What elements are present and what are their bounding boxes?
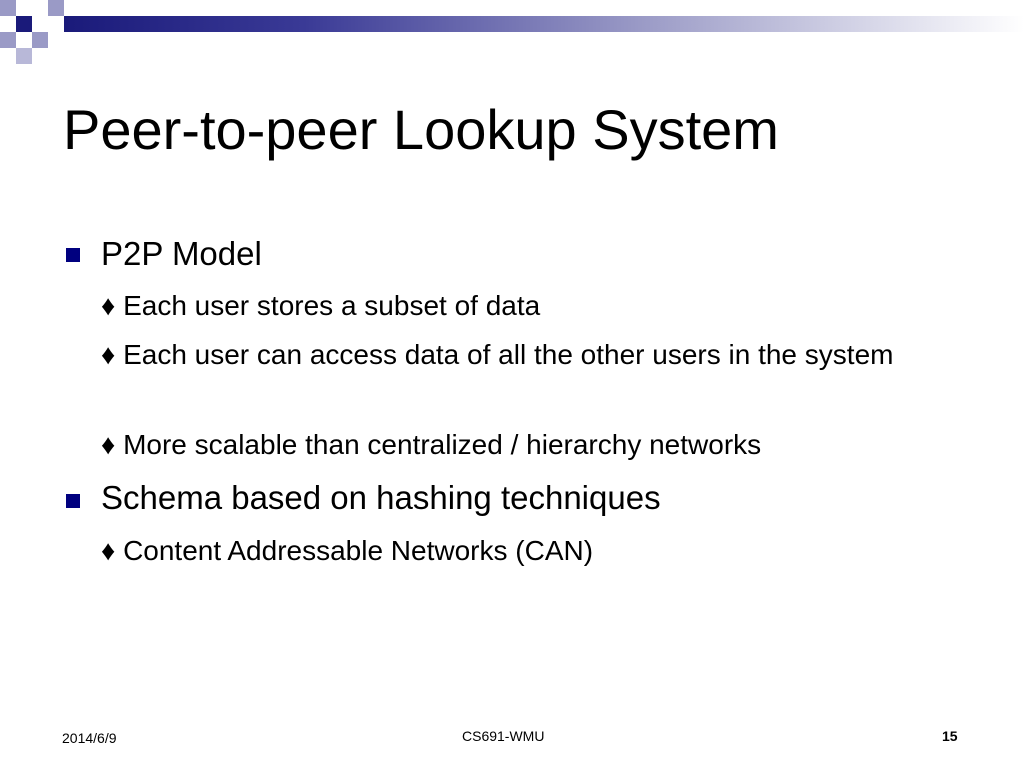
page-number: 15: [942, 728, 958, 744]
header-decoration: [0, 0, 1024, 64]
decor-square: [16, 48, 32, 64]
slide-title: Peer-to-peer Lookup System: [63, 98, 779, 161]
decor-square: [32, 32, 48, 48]
list-item: ♦ Each user stores a subset of data: [101, 290, 541, 321]
list-item: ♦ Content Addressable Networks (CAN): [101, 535, 594, 566]
list-item: ♦ Each user can access data of all the other users in the system: [101, 339, 894, 370]
footer-course: CS691-WMU: [462, 728, 545, 744]
section-heading: Schema based on hashing techniques: [101, 479, 661, 516]
decor-square: [0, 0, 16, 16]
square-bullet-icon: [66, 248, 80, 262]
decor-square: [0, 32, 16, 48]
square-bullet-icon: [66, 494, 80, 508]
header-gradient-bar: [64, 16, 1024, 32]
decor-square: [16, 16, 32, 32]
decor-square: [48, 0, 64, 16]
section-heading: P2P Model: [101, 235, 262, 272]
list-item: ♦ More scalable than centralized / hierarchy networks: [101, 429, 762, 460]
footer-date: 2014/6/9: [62, 730, 117, 746]
